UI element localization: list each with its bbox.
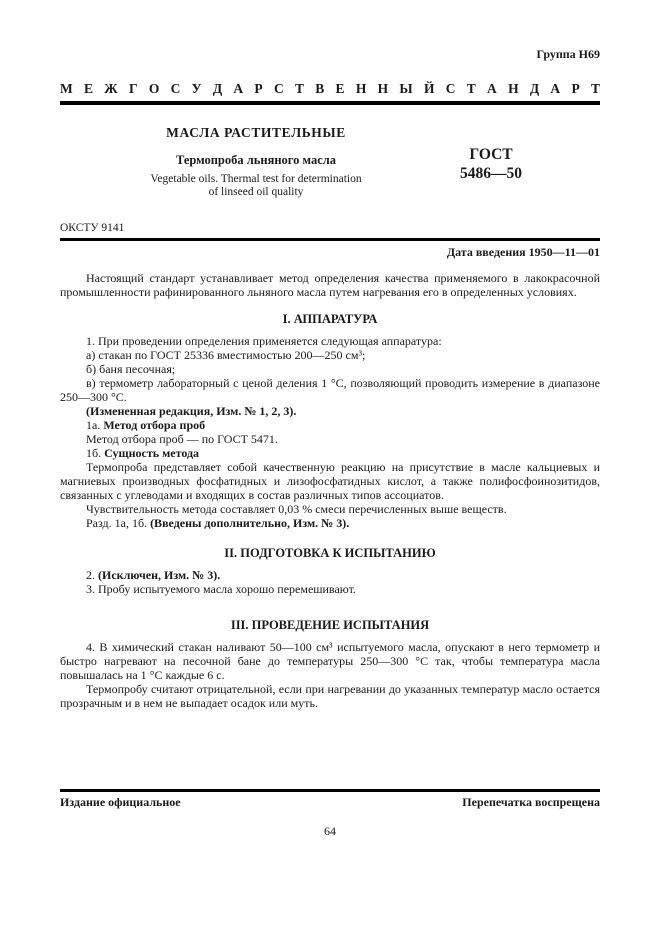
apparatus-item-a: а) стакан по ГОСТ 25336 вместимостью 200—250 см³; — [86, 348, 366, 362]
apparatus-item-v: в) термометр лабораторный с ценой деления 1 °С, позволяющий проводить измерение в диапазоне 250—300 °С. — [60, 376, 600, 404]
item-4-continued: Термопробу считают отрицательной, если при нагревании до указанных температур масло остается прозрачным и в нем не выпадает осадок или муть. — [60, 682, 600, 710]
subsection-1a-number: 1а. — [86, 418, 104, 432]
footer-rule — [60, 789, 600, 792]
item-4: 4. В химический стакан наливают 50—100 см³ испытуемого масла, опускают в него термометр и быстро нагревают на песочной бане до температуры 250—300 °С так, чтобы температура масла повышалась на 1 °С каждые 6 с. — [60, 640, 600, 682]
subsection-1b-title: Сущность метода — [104, 446, 200, 460]
item-2-amendment: (Исключен, Изм. № 3). — [98, 568, 221, 582]
razd-prefix: Разд. 1а, 1б. — [86, 516, 151, 530]
official-edition-notice: Издание официальное — [60, 794, 181, 809]
subsection-1b-number: 1б. — [86, 446, 105, 460]
page-footer — [60, 789, 600, 838]
okstu-code: ОКСТУ 9141 — [60, 222, 125, 234]
item-2 — [60, 568, 600, 582]
section-1-heading: I. АППАРАТУРА — [282, 312, 378, 326]
meta-rule — [60, 238, 600, 241]
apparatus-item-b: б) баня песочная; — [86, 362, 176, 376]
title-column — [60, 125, 452, 198]
standard-type-heading: М Е Ж Г О С У Д А Р С Т В Е Н Н Ы Й С Т А Н Д А Р Т — [60, 81, 600, 96]
group-label: Группа Н69 — [536, 47, 600, 61]
section-3-heading: III. ПРОВЕДЕНИЕ ИСПЫТАНИЯ — [230, 618, 430, 632]
sensitivity-note: Чувствительность метода составляет 0,03 % смеси перечисленных выше веществ. — [86, 502, 507, 516]
document-body — [60, 271, 600, 710]
razd-note — [60, 516, 600, 530]
document-title-en — [60, 173, 452, 198]
gost-number: 5486—50 — [460, 165, 522, 182]
item-2-number: 2. — [86, 568, 98, 582]
subsection-1b-text: Термопроба представляет собой качественную реакцию на присутствие в масле кальциевых и магниевых производных фосфатидных и лизофосфатидных кислот, а также полифосфоинозитидов, связанных с углеводами и входящих в состав различных типов ассоциатов. — [60, 460, 600, 502]
amendment-note: (Измененная редакция, Изм. № 1, 2, 3). — [86, 404, 297, 418]
subsection-1a-title: Метод отбора проб — [103, 418, 206, 432]
document-subtitle-ru: Термопроба льняного масла — [175, 153, 337, 167]
header-rule — [60, 101, 600, 105]
reprint-prohibited-notice: Перепечатка воспрещена — [462, 794, 600, 809]
apparatus-item-1: 1. При проведении определения применяется следующая аппаратура: — [86, 334, 442, 348]
intro-paragraph: Настоящий стандарт устанавливает метод определения качества применяемого в лакокрасочной промышленности рафинированного льняного масла путем нагревания его в определенных условиях. — [60, 271, 600, 299]
title-block — [60, 125, 600, 198]
section-2-heading: II. ПОДГОТОВКА К ИСПЫТАНИЮ — [224, 546, 436, 560]
subsection-1b-heading — [60, 446, 600, 460]
item-3: 3. Пробу испытуемого масла хорошо перемешивают. — [86, 582, 356, 596]
gost-label: ГОСТ — [469, 146, 513, 163]
title-en-line2: of linseed oil quality — [208, 185, 304, 198]
title-en-line1: Vegetable oils. Thermal test for determination — [150, 173, 362, 185]
subsection-1a-heading — [60, 418, 600, 432]
introduction-date: Дата введения 1950—11—01 — [446, 245, 600, 259]
page-number: 64 — [324, 823, 336, 838]
footer-notices — [60, 795, 600, 809]
document-title-ru: МАСЛА РАСТИТЕЛЬНЫЕ — [166, 125, 346, 140]
subsection-1a-text: Метод отбора проб — по ГОСТ 5471. — [86, 432, 278, 446]
razd-amendment: (Введены дополнительно, Изм. № 3). — [150, 516, 350, 530]
gost-designation — [452, 125, 530, 198]
